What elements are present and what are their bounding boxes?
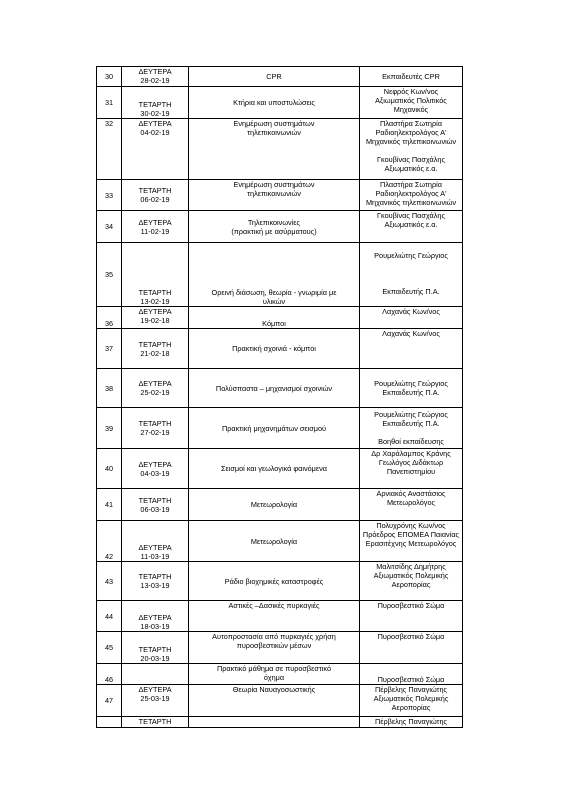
day-date-cell	[122, 717, 189, 728]
instructor-line: Πλαστήρα Σωτηρία	[380, 180, 442, 189]
row-number-cell	[97, 119, 122, 180]
row-number-cell	[97, 685, 122, 717]
instructor-line: Εκπαιδευτής Π.Α.	[382, 419, 440, 428]
instructor-line: Αρνιακός Αναστάσιος	[376, 489, 446, 498]
instructor-line: Ρουμελιώτης Γεώργιος	[374, 410, 448, 419]
subject-cell	[189, 87, 360, 119]
instructor-cell	[360, 211, 463, 243]
row-number-cell	[97, 67, 122, 87]
table-row	[97, 717, 463, 728]
row-number-cell	[97, 211, 122, 243]
instructor-cell	[360, 369, 463, 408]
instructor-line: Δρ Χαράλαμπος Κράνης	[371, 449, 451, 458]
instructor-line: Αεροπορίας	[391, 580, 431, 589]
table-row	[97, 521, 463, 562]
row-number-cell	[97, 243, 122, 307]
session-date: 20-03-19	[140, 654, 170, 663]
row-number-cell	[97, 717, 122, 728]
row-number: 36	[104, 319, 114, 328]
row-number-cell	[97, 489, 122, 521]
instructor-cell	[360, 119, 463, 180]
day-date-cell	[122, 521, 189, 562]
day-date-cell	[122, 369, 189, 408]
day-date-cell	[122, 664, 189, 685]
instructor-line: Πανεπιστημίου	[386, 467, 436, 476]
subject-cell	[189, 664, 360, 685]
session-date: 13-02-19	[140, 297, 170, 306]
instructor-top-group	[361, 243, 461, 260]
instructor-line: Πυροσβεστικό Σώμα	[377, 675, 445, 684]
instructor-line: Πλαστήρα Σωτηρία	[380, 119, 442, 128]
instructor-line: Γκουβίνας Πασχάλης	[377, 211, 445, 220]
day-name: ΔΕΥΤΕΡΑ	[138, 685, 172, 694]
table-row	[97, 307, 463, 329]
instructor-line: Αξιωματικός ε.α.	[384, 164, 438, 173]
day-date-cell	[122, 87, 189, 119]
subject-line: Πρακτική μηχανημάτων σεισμού	[221, 423, 327, 433]
day-date-cell	[122, 119, 189, 180]
session-date: 30-02-19	[140, 109, 170, 118]
subject-cell	[189, 489, 360, 521]
instructor-cell	[360, 521, 463, 562]
subject-line: Αστικές –Δασικές πυρκαγιές	[228, 601, 320, 610]
instructor-line: Πέρβελης Παναγιώτης	[374, 717, 448, 726]
row-number: 35	[104, 270, 114, 279]
day-date-cell	[122, 329, 189, 369]
row-number: 47	[104, 696, 114, 705]
subject-line: Θεωρία Ναυαγοσωστικής	[232, 685, 316, 694]
instructor-cell	[360, 408, 463, 449]
subject-line: Ενημέρωση συστημάτων	[233, 119, 315, 128]
instructor-line: Αξιωματικός Πολεμικής	[373, 694, 449, 703]
session-date: 25-02-19	[140, 388, 170, 397]
day-name: ΔΕΥΤΕΡΑ	[138, 307, 172, 316]
subject-line: υλικών	[262, 297, 286, 306]
instructor-line: Λαχανάς Κων/νος	[382, 329, 440, 338]
day-name: ΔΕΥΤΕΡΑ	[138, 119, 172, 128]
instructor-line: Ρουμελιώτης Γεώργιος	[374, 251, 448, 260]
row-number: 37	[104, 344, 114, 353]
session-date: 13-03-19	[140, 581, 170, 590]
day-name: ΤΕΤΑΡΤΗ	[138, 186, 172, 195]
instructor-line: Εκπαιδευτής Π.Α.	[382, 287, 440, 296]
day-date-cell	[122, 180, 189, 211]
instructor-cell	[360, 717, 463, 728]
instructor-line: Ερασιτέχνης Μετεωρολόγος	[365, 539, 457, 548]
subject-line: Πρακτική σχοινιά - κόμποι	[232, 344, 316, 353]
row-number: 38	[104, 383, 114, 393]
instructor-line: Λαχανάς Κων/νος	[382, 307, 440, 316]
row-number-cell	[97, 87, 122, 119]
instructor-cell	[360, 601, 463, 632]
day-name: ΔΕΥΤΕΡΑ	[138, 543, 172, 552]
subject-cell	[189, 521, 360, 562]
subject-cell	[189, 685, 360, 717]
instructor-line: Πέρβελης Παναγιώτης	[374, 685, 448, 694]
instructor-line: Πρόεδρος ΕΠΟΜΕΑ Παιανίας	[362, 530, 460, 539]
table-row	[97, 369, 463, 408]
day-name: ΤΕΤΑΡΤΗ	[138, 572, 172, 581]
session-date: 21-02-18	[140, 348, 170, 358]
day-name: ΤΕΤΑΡΤΗ	[138, 717, 172, 726]
instructor-bottom-group	[361, 278, 461, 306]
day-name: ΤΕΤΑΡΤΗ	[138, 288, 172, 297]
subject-line: Σεισμοί και γεωλογικά φαινόμενα	[221, 464, 327, 473]
subject-line: Ενημέρωση συστημάτων	[233, 180, 315, 189]
subject-line: Κτήρια και υποστυλώσεις	[233, 98, 315, 107]
row-number-cell	[97, 601, 122, 632]
subject-cell	[189, 119, 360, 180]
instructor-line: Μηχανικός τηλεπικοινωνιών	[365, 198, 457, 207]
row-number-cell	[97, 329, 122, 369]
day-name: ΔΕΥΤΕΡΑ	[138, 217, 172, 227]
subject-line: τηλεπικοινωνιών	[247, 189, 301, 198]
session-date: 04-02-19	[140, 128, 170, 137]
subject-line: Αυτοπροστασία από πυρκαγιές χρήση	[212, 632, 336, 641]
subject-line: Κόμποι	[262, 319, 286, 328]
day-date-cell	[122, 489, 189, 521]
table-row	[97, 180, 463, 211]
day-name: ΤΕΤΑΡΤΗ	[138, 645, 172, 654]
session-date: 28-02-19	[140, 76, 170, 85]
session-date: 18-03-19	[140, 622, 170, 631]
day-name: ΔΕΥΤΕΡΑ	[138, 613, 172, 622]
subject-line: Πρακτικό μάθημα σε πυροσβεστικό	[216, 664, 332, 673]
instructor-line	[361, 428, 461, 437]
row-number: 42	[104, 552, 114, 561]
table-row	[97, 562, 463, 601]
instructor-line: Μηχανικός	[393, 105, 429, 114]
subject-cell	[189, 307, 360, 329]
schedule-table	[96, 66, 463, 728]
table-row	[97, 329, 463, 369]
day-name: ΤΕΤΑΡΤΗ	[138, 100, 172, 109]
row-number: 41	[104, 500, 114, 509]
subject-line: Μετεωρολογία	[250, 500, 298, 509]
instructor-cell	[360, 562, 463, 601]
subject-line: όχημα	[263, 673, 285, 682]
row-number: 44	[104, 611, 114, 621]
instructor-line: Μηχανικός τηλεπικοινωνιών	[365, 137, 457, 146]
subject-cell	[189, 717, 360, 728]
day-name: ΤΕΤΑΡΤΗ	[138, 419, 172, 428]
row-number: 45	[104, 643, 114, 652]
instructor-line: Αξιωματικός Πολιτικός	[375, 96, 447, 105]
instructor-line: Μαλιτσίδης Δημήτρης	[376, 562, 446, 571]
instructor-cell	[360, 685, 463, 717]
row-number: 39	[104, 423, 114, 433]
day-date-cell	[122, 562, 189, 601]
table-row	[97, 685, 463, 717]
session-date: 04-03-19	[140, 468, 170, 478]
row-number: 43	[104, 576, 114, 586]
row-number-cell	[97, 449, 122, 489]
subject-cell	[189, 369, 360, 408]
instructor-line: Εκπαιδευτές CPR	[382, 72, 440, 81]
session-date: 27-02-19	[140, 428, 170, 437]
row-number-cell	[97, 369, 122, 408]
day-name: ΔΕΥΤΕΡΑ	[138, 379, 172, 388]
day-date-cell	[122, 243, 189, 307]
day-name	[123, 675, 187, 684]
day-date-cell	[122, 685, 189, 717]
subject-line: Ορεινή διάσωση, θεωρία - γνωριμία με	[211, 288, 337, 297]
table-row	[97, 664, 463, 685]
row-number: 32	[104, 119, 114, 128]
subject-cell	[189, 562, 360, 601]
instructor-line: Ραδιοηλεκτρολόγος Α'	[375, 128, 447, 137]
day-date-cell	[122, 601, 189, 632]
row-number: 31	[104, 98, 114, 107]
subject-line: τηλεπικοινωνιών	[247, 128, 301, 137]
row-number: 34	[104, 222, 114, 231]
instructor-line: Αεροπορίας	[391, 703, 431, 712]
row-number: 46	[104, 675, 114, 684]
subject-line: Τηλεπικοινωνίες	[247, 217, 301, 227]
day-date-cell	[122, 408, 189, 449]
subject-cell	[189, 243, 360, 307]
subject-cell	[189, 211, 360, 243]
instructor-cell	[360, 180, 463, 211]
subject-cell	[189, 632, 360, 664]
instructor-line: Βοηθοί εκπαίδευσης	[378, 437, 444, 446]
day-date-cell	[122, 632, 189, 664]
instructor-cell	[360, 489, 463, 521]
row-number-cell	[97, 307, 122, 329]
session-date: 25-03-19	[140, 694, 170, 703]
instructor-cell	[360, 243, 463, 307]
row-number-cell	[97, 408, 122, 449]
table-row	[97, 211, 463, 243]
day-date-cell	[122, 307, 189, 329]
instructor-cell	[360, 329, 463, 369]
subject-cell	[189, 67, 360, 87]
row-number: 40	[104, 464, 114, 473]
subject-line: Μετεωρολογία	[250, 536, 298, 546]
row-number-cell	[97, 562, 122, 601]
session-date: 06-03-19	[140, 504, 170, 514]
instructor-line: Ρουμελιώτης Γεώργιος	[374, 379, 448, 388]
instructor-line: Γεωλόγος Διδάκτωρ	[378, 458, 444, 467]
row-number	[98, 718, 120, 727]
instructor-line	[361, 146, 461, 155]
day-name: ΤΕΤΑΡΤΗ	[138, 495, 172, 505]
day-date-cell	[122, 67, 189, 87]
day-name: ΔΕΥΤΕΡΑ	[138, 459, 172, 469]
table-row	[97, 87, 463, 119]
instructor-line: Μετεωρολόγος	[386, 498, 436, 507]
instructor-line	[361, 278, 461, 287]
table-row	[97, 632, 463, 664]
subject-cell	[189, 449, 360, 489]
subject-line: Πολύσπαστα – μηχανισμοί σχοινιών	[215, 383, 333, 393]
schedule-body	[97, 67, 463, 728]
row-number: 33	[104, 190, 114, 200]
table-row	[97, 489, 463, 521]
subject-line: (πρακτική με ασύρματους)	[231, 226, 317, 236]
table-row	[97, 449, 463, 489]
row-number-cell	[97, 521, 122, 562]
session-date: 19-02-18	[140, 316, 170, 325]
instructor-cell	[360, 87, 463, 119]
subject-line: CPR	[266, 72, 282, 81]
instructor-line: Νεφρός Κων/νος	[383, 87, 439, 96]
instructor-cell	[360, 632, 463, 664]
instructor-cell	[360, 449, 463, 489]
instructor-line: Αξιωματικός Πολεμικής	[373, 571, 449, 580]
instructor-cell	[360, 664, 463, 685]
day-name: ΤΕΤΑΡΤΗ	[138, 339, 172, 349]
row-number: 30	[104, 72, 114, 81]
session-date: 11-03-19	[140, 552, 170, 561]
subject-cell	[189, 601, 360, 632]
session-date: 06-02-19	[140, 195, 170, 204]
instructor-line: Πυροσβεστικό Σώμα	[377, 601, 445, 610]
subject-line: πυροσβεστικών μέσων	[236, 641, 312, 650]
row-number-cell	[97, 180, 122, 211]
table-row	[97, 601, 463, 632]
instructor-line: Εκπαιδευτής Π.Α.	[382, 388, 440, 397]
subject-line	[190, 717, 358, 726]
instructor-line: Αξιωματικός ε.α.	[384, 220, 438, 229]
subject-cell	[189, 408, 360, 449]
instructor-cell	[360, 307, 463, 329]
table-row	[97, 408, 463, 449]
instructor-line: Γκουβίνας Πασχάλης	[377, 155, 445, 164]
instructor-line: Ραδιοηλεκτρολόγος Α'	[375, 189, 447, 198]
subject-cell	[189, 180, 360, 211]
subject-line: Ράδιο βιοχημικές καταστροφές	[224, 576, 324, 586]
table-row	[97, 243, 463, 307]
subject-cell	[189, 329, 360, 369]
day-name: ΔΕΥΤΕΡΑ	[138, 67, 172, 76]
row-number-cell	[97, 632, 122, 664]
table-row	[97, 119, 463, 180]
day-date-cell	[122, 449, 189, 489]
instructor-cell	[360, 67, 463, 87]
instructor-line: Πολυχρόνης Κων/νος	[376, 521, 446, 530]
table-row	[97, 67, 463, 87]
day-date-cell	[122, 211, 189, 243]
row-number-cell	[97, 664, 122, 685]
instructor-line: Πυροσβεστικό Σώμα	[377, 632, 445, 641]
session-date: 11-02-19	[140, 226, 170, 236]
